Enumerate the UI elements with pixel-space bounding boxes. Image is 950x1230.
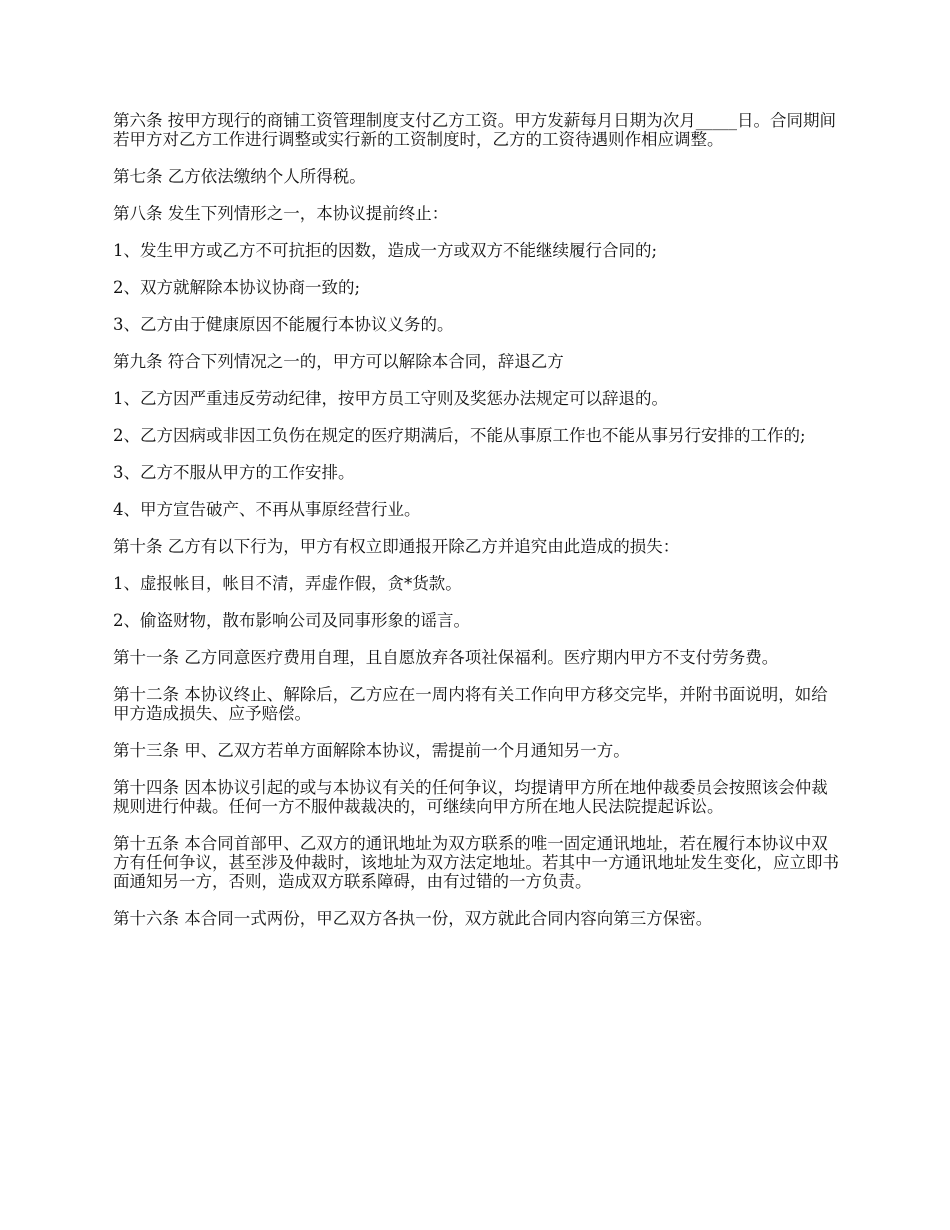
clause-9-item-4: 4、甲方宣告破产、不再从事原经营行业。 [113, 500, 421, 519]
clause-9-item-2: 2、乙方因病或非因工负伤在规定的医疗期满后，不能从事原工作也不能从事另行安排的工作的; [113, 426, 806, 445]
clause-11: 第十一条 乙方同意医疗费用自理，且自愿放弃各项社保福利。医疗期内甲方不支付劳务费。 [113, 648, 779, 667]
clause-14: 第十四条 因本协议引起的或与本协议有关的任何争议，均提请甲方所在地仲裁委员会按照该会仲裁规则进行仲裁。任何一方不服仲裁裁决的，可继续向甲方所在地人民法院提起诉讼。 [113, 778, 828, 816]
clause-6: 第六条 按甲方现行的商铺工资管理制度支付乙方工资。甲方发薪每月日期为次月_____日。合同期间若甲方对乙方工作进行调整或实行新的工资制度时，乙方的工资待遇则作相应调整。 [113, 111, 836, 149]
clause-12: 第十二条 本协议终止、解除后，乙方应在一周内将有关工作向甲方移交完毕，并附书面说明，如给甲方造成损失、应予赔偿。 [113, 685, 828, 723]
clause-13: 第十三条 甲、乙双方若单方面解除本协议，需提前一个月通知另一方。 [113, 741, 630, 760]
clause-8-item-1: 1、发生甲方或乙方不可抗拒的因数，造成一方或双方不能继续履行合同的; [113, 241, 658, 260]
clause-10: 第十条 乙方有以下行为，甲方有权立即通报开除乙方并追究由此造成的损失： [113, 537, 680, 556]
clause-8: 第八条 发生下列情形之一，本协议提前终止： [113, 204, 449, 223]
clause-8-item-2: 2、双方就解除本协议协商一致的; [113, 278, 361, 297]
clause-15: 第十五条 本合同首部甲、乙双方的通讯地址为双方联系的唯一固定通讯地址，若在履行本协议中双方有任何争议，甚至涉及仲裁时，该地址为双方法定地址。若其中一方通讯地址发生变化，应立即书面通知另一方，否则，造成双方联系障碍，由有过错的一方负责。 [113, 834, 839, 891]
clause-10-item-2: 2、偷盗财物，散布影响公司及同事形象的谣言。 [113, 611, 470, 630]
clause-9: 第九条 符合下列情况之一的，甲方可以解除本合同，辞退乙方 [113, 352, 564, 371]
clause-16: 第十六条 本合同一式两份，甲乙双方各执一份，双方就此合同内容向第三方保密。 [113, 909, 713, 928]
clause-7: 第七条 乙方依法缴纳个人所得税。 [113, 167, 366, 186]
clause-10-item-1: 1、虚报帐目，帐目不清，弄虚作假，贪*货款。 [113, 574, 462, 593]
document-page [113, 111, 843, 946]
clause-9-item-1: 1、乙方因严重违反劳动纪律，按甲方员工守则及奖惩办法规定可以辞退的。 [113, 389, 668, 408]
clause-9-item-3: 3、乙方不服从甲方的工作安排。 [113, 463, 355, 482]
clause-8-item-3: 3、乙方由于健康原因不能履行本协议义务的。 [113, 315, 454, 334]
